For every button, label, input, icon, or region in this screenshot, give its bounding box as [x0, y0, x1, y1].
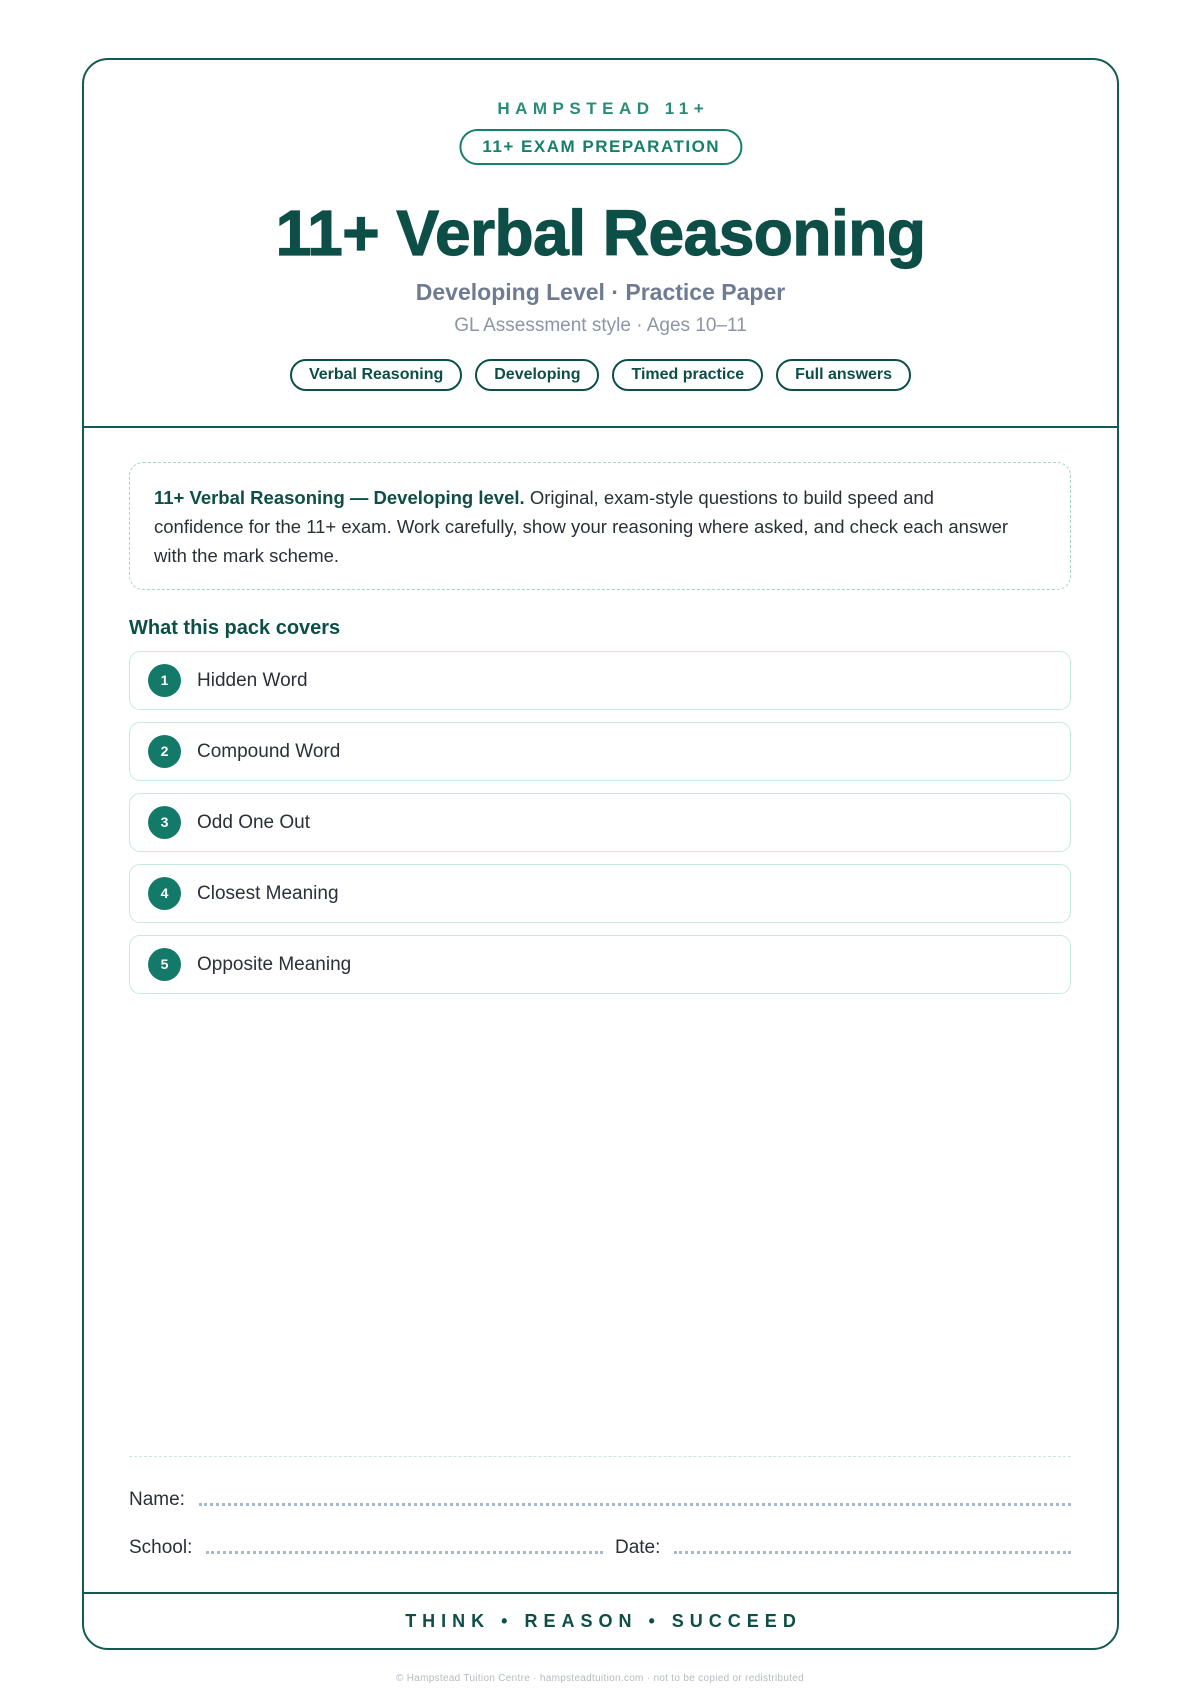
exam-prep-badge: 11+ EXAM PREPARATION [459, 129, 742, 165]
school-date-row [129, 1536, 1071, 1560]
motto: THINK • REASON • SUCCEED [405, 1611, 802, 1631]
cover-card [82, 58, 1119, 1650]
item-number: 5 [148, 948, 181, 981]
list-item [129, 935, 1071, 994]
name-row [129, 1488, 1071, 1512]
cover-header [84, 60, 1117, 428]
item-label: Closest Meaning [197, 882, 339, 904]
list-item [129, 722, 1071, 781]
tag-full-answers: Full answers [776, 359, 911, 391]
covers-list [129, 651, 1071, 994]
item-label: Hidden Word [197, 669, 308, 691]
copyright-notice: © Hampstead Tuition Centre · hampsteadtuition.com · not to be copied or redistributed [395, 1673, 805, 1684]
school-label: School: [129, 1537, 193, 1558]
date-label: Date: [614, 1537, 661, 1558]
covers-heading: What this pack covers [129, 617, 341, 639]
tag-verbal-reasoning: Verbal Reasoning [290, 359, 462, 391]
tag-developing: Developing [475, 359, 599, 391]
item-number: 1 [148, 664, 181, 697]
name-label: Name: [129, 1489, 185, 1510]
page-subtitle: Developing Level · Practice Paper [415, 279, 786, 305]
list-item [129, 793, 1071, 852]
page-title: 11+ Verbal Reasoning [275, 197, 926, 269]
intro-box [129, 462, 1071, 590]
item-number: 2 [148, 735, 181, 768]
item-number: 3 [148, 806, 181, 839]
motto-band [84, 1592, 1117, 1648]
intro-lead: 11+ Verbal Reasoning — Developing level. [154, 487, 525, 508]
tag-timed-practice: Timed practice [612, 359, 763, 391]
item-label: Opposite Meaning [197, 953, 352, 975]
student-details-form [129, 1456, 1071, 1560]
tag-list [84, 359, 1117, 391]
item-label: Odd One Out [197, 811, 311, 833]
intro-text: Original, exam-style questions to build speed and confidence for the 11+ exam. Work carefully, show your reasoning where asked, and check each answer with the mark scheme. [154, 487, 1009, 566]
list-item [129, 651, 1071, 710]
item-label: Compound Word [197, 740, 341, 762]
school-write-line [206, 1535, 603, 1554]
brand-name: HAMPSTEAD 11+ [497, 99, 710, 118]
assessment-meta: GL Assessment style · Ages 10–11 [454, 315, 747, 336]
item-number: 4 [148, 877, 181, 910]
list-item [129, 864, 1071, 923]
name-write-line [199, 1487, 1071, 1506]
date-write-line [674, 1535, 1071, 1554]
